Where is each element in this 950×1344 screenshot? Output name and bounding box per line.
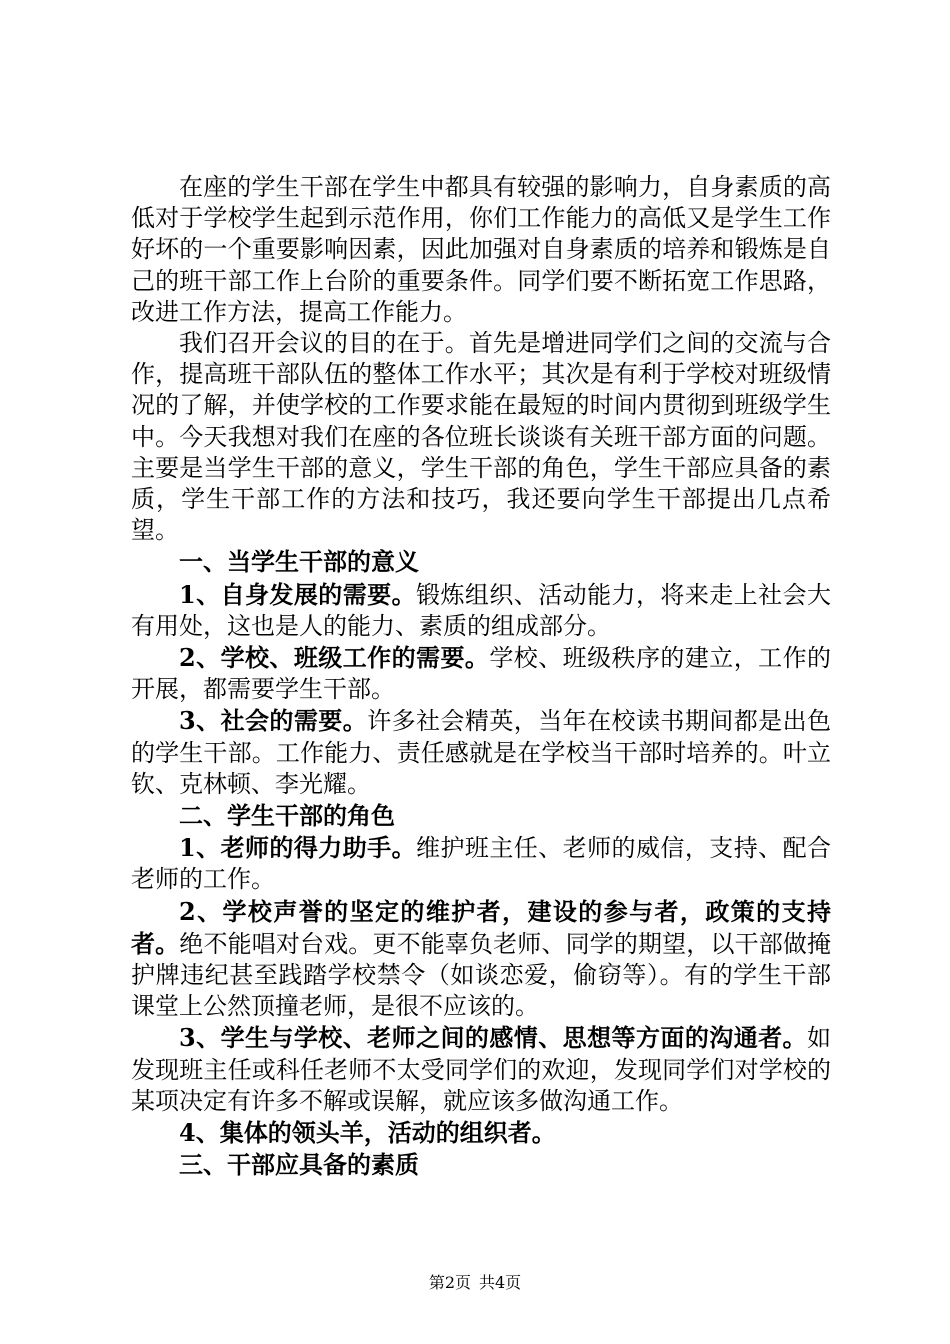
paragraph-text: 在座的学生干部在学生中都具有较强的影响力，自身素质的高低对于学校学生起到示范作用，你们工作能力的高低又是学生工作好坏的一个重要影响因素，因此加强对自身素质的培养和锻炼是自己的班干部工作上台阶的重要条件。同学们要不断拓宽工作思路，改进工作方法，提高工作能力。	[131, 173, 831, 326]
page-footer	[0, 1273, 950, 1293]
list-item-2-1	[131, 832, 831, 895]
section-heading-3	[131, 1149, 831, 1181]
list-item-2-3	[131, 1022, 831, 1117]
list-item-2-2	[131, 896, 831, 1023]
paragraph-2	[131, 328, 831, 546]
paragraph-text: 我们召开会议的目的在于。首先是增进同学们之间的交流与合作，提高班干部队伍的整体工作水平；其次是有利于学校对班级情况的了解，并使学校的工作要求能在最短的时间内贯彻到班级学生中。今天我想对我们在座的各位班长谈谈有关班干部方面的问题。主要是当学生干部的意义，学生干部的角色，学生干部应具备的素质，学生干部工作的方法和技巧，我还要向学生干部提出几点希望。	[131, 329, 831, 545]
list-item-1-3	[131, 705, 831, 800]
document-body	[131, 172, 831, 1182]
page-number: 第2页	[428, 1273, 471, 1292]
list-item-1-1	[131, 579, 831, 642]
item-text: 锻炼组织、活动能力，将来走上社会大有用处，这也是人的能力、素质的组成部分。	[131, 580, 831, 640]
item-text: 许多社会精英，当年在校读书期间都是出色的学生干部。工作能力、责任感就是在学校当干部时培养的。叶立钦、克林顿、李光耀。	[131, 707, 832, 798]
section-heading-1	[131, 546, 831, 578]
heading-text: 三、干部应具备的素质	[179, 1150, 419, 1180]
item-lead: 2、学校声誉的坚定的维护者，建设的参与者，政策的支持者。	[131, 896, 831, 958]
list-item-1-2	[131, 642, 831, 705]
heading-text: 一、当学生干部的意义	[179, 547, 419, 577]
item-lead: 4、集体的领头羊，活动的组织者。	[179, 1118, 556, 1148]
section-heading-2	[131, 800, 831, 832]
paragraph-1	[131, 172, 831, 328]
page-total: 共4页	[479, 1273, 522, 1292]
item-text: 维护班主任、老师的威信，支持、配合老师的工作。	[131, 834, 831, 894]
item-text: 如发现班主任或科任老师不太受同学们的欢迎，发现同学们对学校的某项决定有许多不解或误解，就应该多做沟通工作。	[131, 1024, 831, 1115]
item-lead: 1、老师的得力助手。	[179, 833, 417, 863]
item-lead: 2、学校、班级工作的需要。	[179, 643, 490, 673]
item-lead: 1、自身发展的需要。	[179, 579, 417, 609]
list-item-2-4	[131, 1117, 831, 1149]
item-text: 绝不能唱对台戏。更不能辜负老师、同学的期望，以干部做掩护牌违纪甚至践踏学校禁令（如谈恋爱，偷窃等）。有的学生干部课堂上公然顶撞老师，是很不应该的。	[131, 929, 832, 1021]
heading-text: 二、学生干部的角色	[179, 801, 395, 831]
item-lead: 3、社会的需要。	[179, 706, 368, 736]
item-lead: 3、学生与学校、老师之间的感情、思想等方面的沟通者。	[179, 1023, 807, 1053]
item-text: 学校、班级秩序的建立，工作的开展，都需要学生干部。	[131, 644, 832, 704]
